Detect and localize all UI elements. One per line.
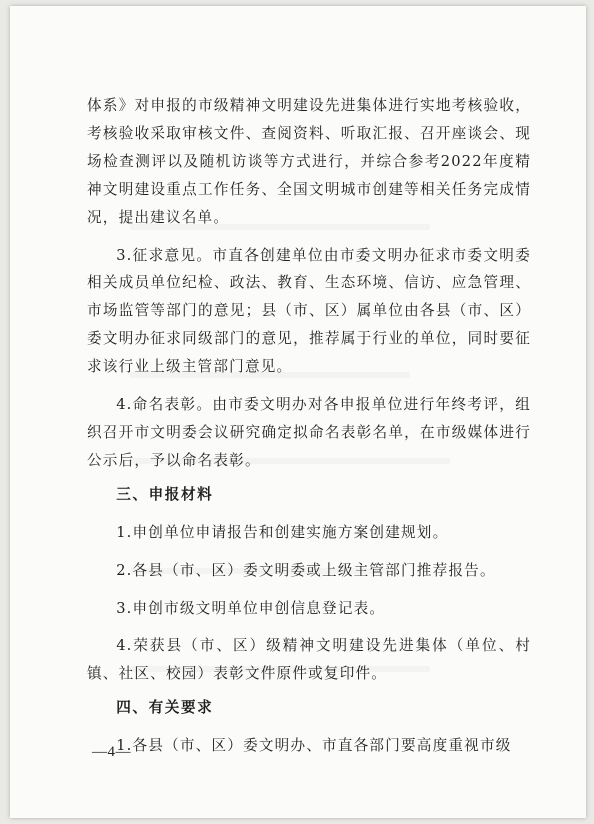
requirements-item: 1.各县（市、区）委文明办、市直各部门要高度重视市级 — [116, 737, 512, 755]
materials-item: 3.申创市级文明单位申创信息登记表。 — [116, 599, 386, 617]
document-page — [10, 6, 586, 818]
section-heading-requirements: 四、有关要求 — [116, 699, 214, 717]
paragraph-continuation: 体系》对申报的市级精神文明建设先进集体进行实地考核验收，考核验收采取审核文件、查阅资料、听取汇报、召开座谈会、现场检查测评以及随机访谈等方式进行，并综合参考2022年度精神文明建设重点工作任务、全国文明城市创建等相关任务完成情况，提出建议名单。 — [87, 97, 531, 226]
document-body — [87, 92, 531, 760]
section-heading-materials: 三、申报材料 — [116, 485, 214, 503]
materials-item: 1.申创单位申请报告和创建实施方案创建规划。 — [116, 523, 449, 541]
page-number: —4— — [92, 744, 131, 760]
paragraph-naming-commendation: 4.命名表彰。由市委文明办对各申报单位进行年终考评，组织召开市文明委会议研究确定拟命名表彰名单，在市级媒体进行公示后，予以命名表彰。 — [87, 396, 531, 469]
materials-item: 4.荣获县（市、区）级精神文明建设先进集体（单位、村镇、社区、校园）表彰文件原件或复印件。 — [87, 637, 531, 683]
materials-item: 2.各县（市、区）委文明委或上级主管部门推荐报告。 — [116, 561, 496, 579]
paragraph-solicit-opinions: 3.征求意见。市直各创建单位由市委文明办征求市委文明委相关成员单位纪检、政法、教育、生态环境、信访、应急管理、市场监管等部门的意见；县（市、区）属单位由各县（市、区）委文明办征求同级部门的意见，推荐属于行业的单位，同时要征求该行业上级主管部门意见。 — [87, 246, 531, 376]
